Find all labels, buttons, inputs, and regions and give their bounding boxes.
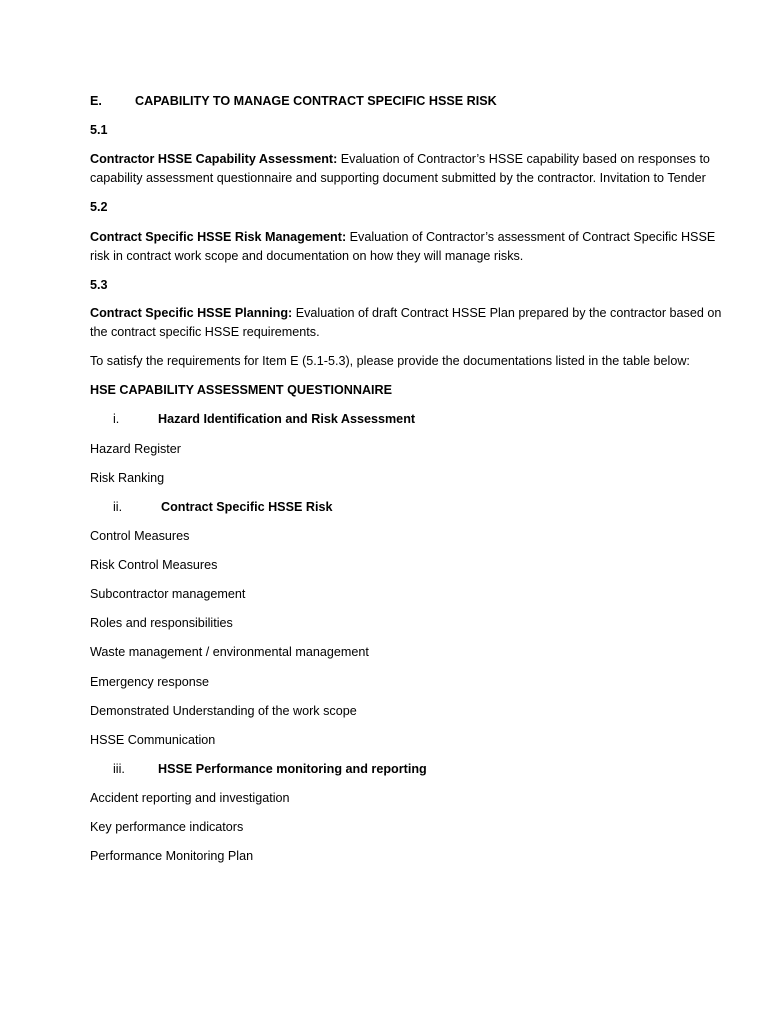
item-number — [90, 198, 108, 217]
item-number-text: 5.1 — [90, 123, 108, 137]
group-heading-text: Contract Specific HSSE Risk — [161, 500, 333, 514]
questionnaire-title — [90, 381, 392, 400]
group-numeral: i. — [113, 412, 120, 426]
group-heading — [158, 410, 415, 429]
list-item: Emergency response — [90, 675, 210, 689]
group-numeral: iii. — [113, 762, 125, 776]
item-number — [90, 276, 108, 295]
item-number-text: 5.2 — [90, 200, 108, 214]
list-item: Control Measures — [90, 529, 190, 543]
section-title-text: CAPABILITY TO MANAGE CONTRACT SPECIFIC HSSE RISK — [135, 94, 497, 108]
list-item: Demonstrated Understanding of the work scope — [90, 704, 357, 718]
group-heading — [161, 498, 332, 517]
group-heading-text: HSSE Performance monitoring and reporting — [158, 762, 427, 776]
item-description: Evaluation of draft Contract HSSE Plan prepared by the contractor based on the contract specific HSSE requirements. — [90, 306, 722, 339]
item-description: Evaluation of Contractor’s assessment of Contract Specific HSSE risk in contract work scope and documentation on how they will manage risks. — [90, 230, 716, 263]
list-item: Hazard Register — [90, 442, 181, 456]
list-item: Subcontractor management — [90, 587, 246, 601]
list-item: Roles and responsibilities — [90, 616, 233, 630]
section-heading — [90, 92, 102, 111]
item-paragraph — [90, 304, 730, 342]
item-number — [90, 121, 108, 140]
list-item: Risk Control Measures — [90, 558, 218, 572]
list-item: Performance Monitoring Plan — [90, 849, 254, 863]
group-heading-text: Hazard Identification and Risk Assessment — [158, 412, 416, 426]
list-item: HSSE Communication — [90, 733, 216, 747]
item-term: Contract Specific HSSE Planning: — [90, 306, 293, 320]
item-term: Contractor HSSE Capability Assessment: — [90, 152, 338, 166]
list-item: Key performance indicators — [90, 820, 244, 834]
item-description: Evaluation of Contractor’s HSSE capability based on responses to capability assessment questionnaire and supporting document submitted by the contractor. Invitation to Tender — [90, 152, 710, 185]
item-paragraph — [90, 150, 730, 188]
section-letter: E. — [90, 94, 102, 108]
group-numeral: ii. — [113, 500, 123, 514]
instruction-text: To satisfy the requirements for Item E (5.1-5.3), please provide the documentations listed in the table below: — [90, 354, 690, 368]
item-paragraph — [90, 228, 730, 266]
section-title — [135, 92, 497, 111]
group-heading — [158, 760, 427, 779]
list-item: Waste management / environmental management — [90, 645, 369, 659]
item-number-text: 5.3 — [90, 278, 108, 292]
questionnaire-title-text: HSE CAPABILITY ASSESSMENT QUESTIONNAIRE — [90, 383, 393, 397]
list-item: Risk Ranking — [90, 471, 165, 485]
list-item: Accident reporting and investigation — [90, 791, 290, 805]
item-term: Contract Specific HSSE Risk Management: — [90, 230, 347, 244]
